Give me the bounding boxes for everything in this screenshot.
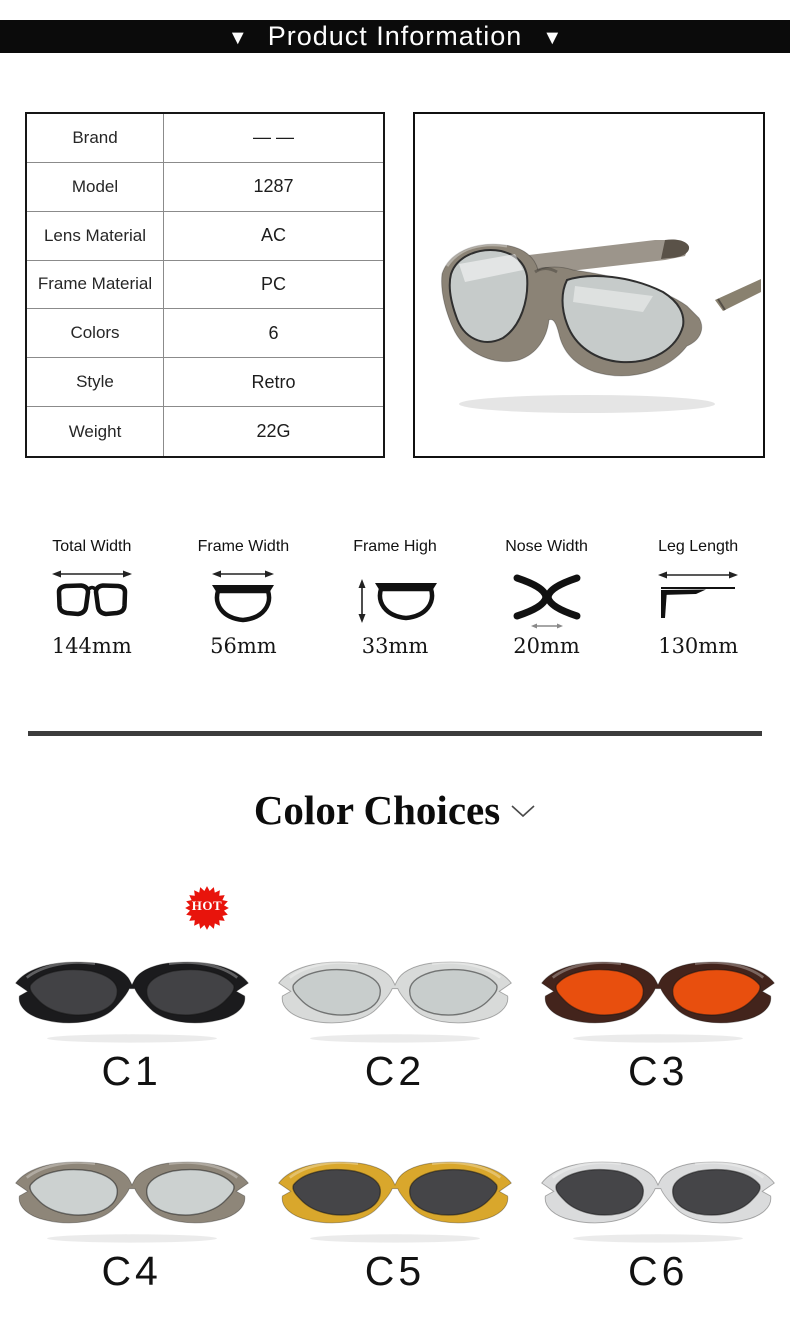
spec-value: PC [164, 261, 383, 310]
chevron-down-icon[interactable] [510, 781, 536, 829]
color-option-c5[interactable] [263, 1130, 526, 1326]
spec-value: — — [164, 114, 383, 163]
spec-label: Weight [27, 407, 164, 456]
measurement-label: Nose Width [505, 538, 588, 555]
measurement-frame-width [168, 538, 320, 658]
sunglasses-c5-image [275, 1148, 515, 1244]
measurements-row [0, 538, 790, 658]
spec-value: AC [164, 212, 383, 261]
spec-value: 6 [164, 309, 383, 358]
color-option-c1[interactable] [0, 930, 263, 1130]
measurement-value: 33mm [361, 634, 429, 658]
measurement-value: 144mm [51, 634, 132, 658]
triangle-down-icon: ▼ [227, 26, 248, 49]
triangle-down-icon: ▼ [542, 26, 563, 49]
measurement-label: Frame Width [197, 538, 290, 555]
color-option-c4[interactable] [0, 1130, 263, 1326]
product-photo [413, 112, 765, 458]
color-option-c3[interactable] [527, 930, 790, 1130]
sunglasses-hero-image [415, 114, 763, 456]
color-option-c6[interactable] [527, 1130, 790, 1326]
color-option-label: C3 [628, 1048, 689, 1094]
leg-length-icon [654, 565, 742, 631]
sunglasses-c3-image [538, 948, 778, 1044]
color-option-label: C5 [364, 1248, 426, 1294]
measurement-label: Leg Length [658, 538, 739, 555]
color-choices-grid [0, 930, 790, 1326]
spec-label: Model [27, 163, 164, 212]
spec-value: Retro [164, 358, 383, 407]
measurement-label: Total Width [52, 538, 132, 555]
spec-table [25, 112, 385, 458]
measurement-label: Frame High [353, 538, 437, 555]
color-option-c2[interactable] [263, 930, 526, 1130]
spec-label: Colors [27, 309, 164, 358]
color-option-label: C2 [364, 1048, 426, 1094]
hot-badge [184, 885, 230, 927]
hot-badge-label: HOT [191, 898, 223, 913]
measurement-total-width [16, 538, 168, 658]
color-option-label: C6 [628, 1248, 689, 1294]
frame-high-icon [351, 565, 439, 631]
spec-label: Frame Material [27, 261, 164, 310]
sunglasses-c2-image [275, 948, 515, 1044]
measurement-leg-length [622, 538, 774, 658]
measurement-value: 56mm [210, 634, 277, 658]
section-banner [0, 20, 790, 53]
total-width-icon [48, 565, 136, 631]
color-choices-title: Color Choices [253, 787, 501, 833]
spec-label: Style [27, 358, 164, 407]
frame-width-icon [199, 565, 287, 631]
sunglasses-c4-image [12, 1148, 252, 1244]
color-option-label: C1 [101, 1048, 162, 1094]
measurement-nose-width [471, 538, 623, 658]
section-title: Product Information [267, 21, 523, 51]
spec-value: 1287 [164, 163, 383, 212]
sunglasses-c1-image [12, 948, 252, 1044]
section-divider [28, 731, 762, 736]
spec-value: 22G [256, 421, 291, 442]
measurement-value: 130mm [658, 634, 739, 658]
measurement-frame-high [319, 538, 471, 658]
color-choices-heading[interactable] [0, 786, 790, 834]
measurement-value: 20mm [513, 634, 580, 658]
spec-label: Brand [27, 114, 164, 163]
color-option-label: C4 [101, 1248, 162, 1294]
sunglasses-c6-image [538, 1148, 778, 1244]
spec-label: Lens Material [27, 212, 164, 261]
nose-width-icon [503, 565, 591, 631]
